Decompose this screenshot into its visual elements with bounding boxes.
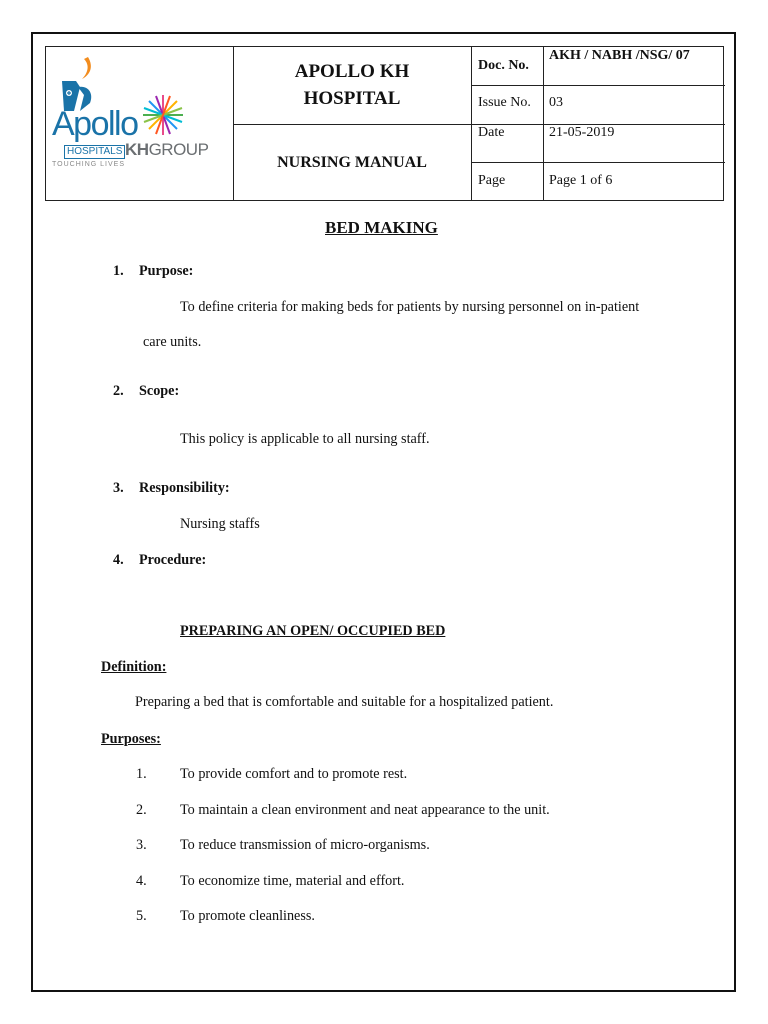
purpose-text-line2: care units. xyxy=(143,334,202,350)
flame-icon xyxy=(82,57,91,79)
list-item-number: 4. xyxy=(136,873,147,889)
issue-no-value: 03 xyxy=(549,95,563,110)
tagline-text: TOUCHING LIVES xyxy=(52,161,125,168)
definition-label: Definition: xyxy=(101,659,167,675)
definition-text: Preparing a bed that is comfortable and suitable for a hospitalized patient. xyxy=(135,694,554,710)
list-item-text: To maintain a clean environment and neat appearance to the unit. xyxy=(180,802,550,818)
section-3-heading: Responsibility: xyxy=(139,480,230,496)
page-title: BED MAKING xyxy=(325,218,438,237)
section-1-number: 1. xyxy=(113,263,124,279)
date-value: 21-05-2019 xyxy=(549,125,615,140)
hospitals-wordmark: HOSPITALS xyxy=(64,145,125,159)
list-item-number: 2. xyxy=(136,802,147,818)
purpose-text-line1: To define criteria for making beds for patients by nursing personnel on in-patient xyxy=(180,299,640,315)
hospital-logo xyxy=(50,51,230,196)
list-item-number: 5. xyxy=(136,908,147,924)
section-2-heading: Scope: xyxy=(139,383,180,399)
list-item-number: 1. xyxy=(136,766,147,782)
hospital-name-line1: APOLLO KH xyxy=(294,61,410,82)
list-item-text: To promote cleanliness. xyxy=(180,908,315,924)
kh-light-text: GROUP xyxy=(148,140,209,159)
doc-no-label: Doc. No. xyxy=(478,58,529,73)
list-item-text: To reduce transmission of micro-organisms. xyxy=(180,837,430,853)
apollo-wordmark: Apollo xyxy=(52,105,138,143)
section-3-number: 3. xyxy=(113,480,124,496)
issue-no-label: Issue No. xyxy=(478,95,531,110)
responsibility-text: Nursing staffs xyxy=(180,516,260,532)
manual-title: NURSING MANUAL xyxy=(277,154,427,171)
hospital-name xyxy=(233,58,471,112)
kh-bold-text: KH xyxy=(125,140,149,159)
document-header-table xyxy=(45,46,724,201)
page-value: Page 1 of 6 xyxy=(549,173,613,188)
section-4-number: 4. xyxy=(113,552,124,568)
kh-flower-icon xyxy=(143,95,183,135)
section-4-heading: Procedure: xyxy=(139,552,207,568)
date-label: Date xyxy=(478,125,505,140)
doc-no-value: AKH / NABH /NSG/ 07 xyxy=(549,48,690,63)
list-item-text: To economize time, material and effort. xyxy=(180,873,405,889)
procedure-subheading: PREPARING AN OPEN/ OCCUPIED BED xyxy=(180,623,446,639)
section-1-heading: Purpose: xyxy=(139,263,194,279)
scope-text: This policy is applicable to all nursing staff. xyxy=(180,431,430,447)
list-item-text: To provide comfort and to promote rest. xyxy=(180,766,408,782)
page-label: Page xyxy=(478,173,506,188)
purposes-label: Purposes: xyxy=(101,731,161,747)
list-item-number: 3. xyxy=(136,837,147,853)
section-2-number: 2. xyxy=(113,383,124,399)
hospital-name-line2: HOSPITAL xyxy=(303,88,401,109)
kh-group-wordmark xyxy=(125,140,208,160)
